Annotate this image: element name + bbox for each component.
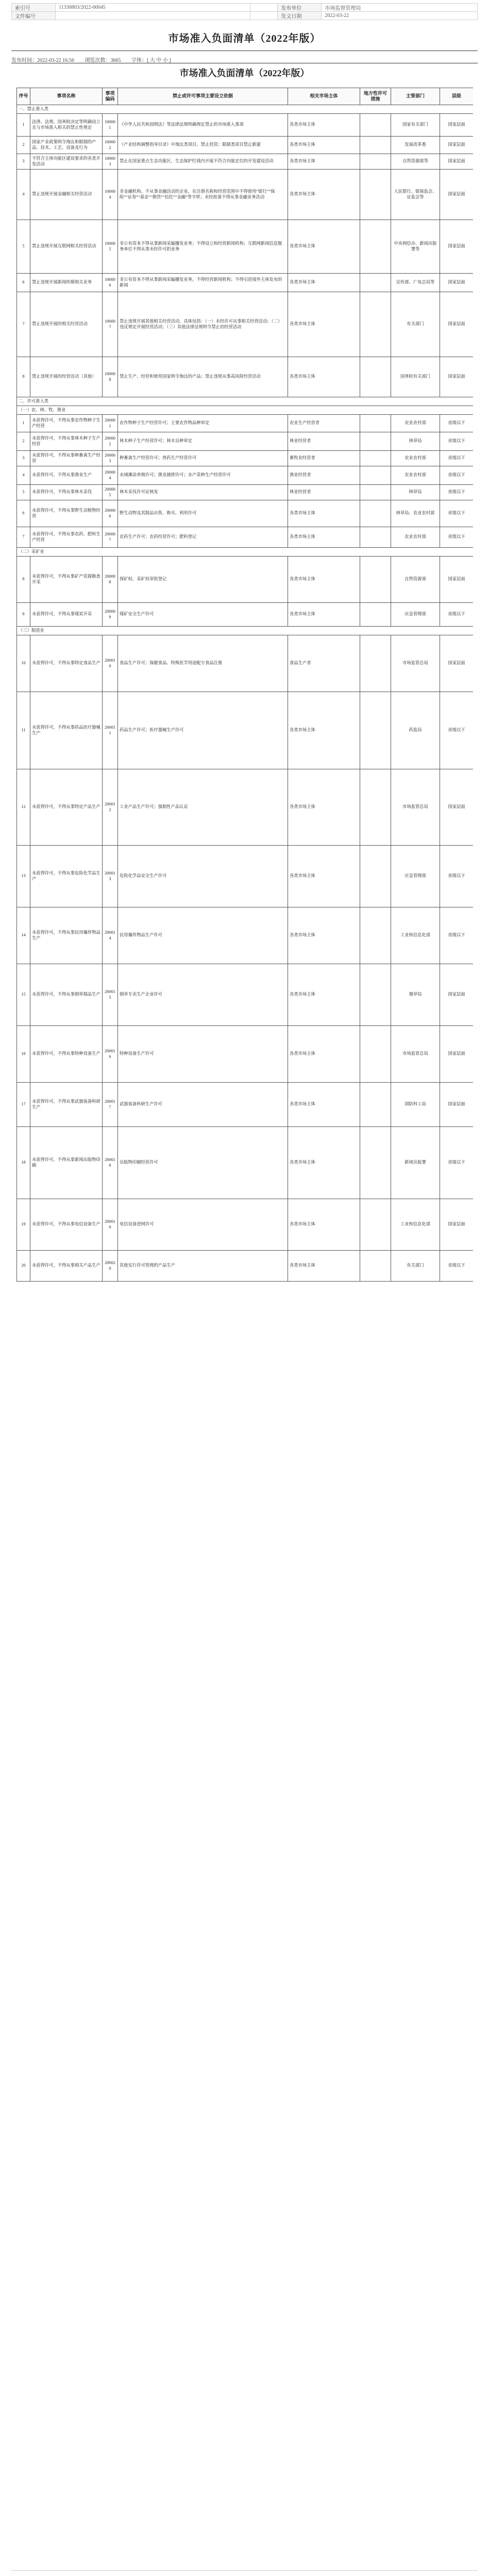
item-code: 200018 [103, 1127, 118, 1199]
measure-text: 水域滩涂养殖许可；渔业捕捞许可；水产苗种生产经营许可 [118, 466, 288, 485]
table-row [17, 485, 474, 500]
department: 国家有关部门 [391, 114, 440, 137]
table-row [17, 692, 474, 769]
table-row [17, 220, 474, 274]
item-code: 200016 [103, 1026, 118, 1083]
local-measure [360, 1026, 391, 1083]
local-measure [360, 500, 391, 527]
row-index: 6 [17, 500, 30, 527]
measure-text: 出版物印刷经营许可 [118, 1127, 288, 1199]
level: 国家层面 [440, 557, 474, 603]
publish-date: 发布时间：2022-03-22 16:56 [11, 58, 74, 63]
measure-text: 探矿权、采矿权审批登记 [118, 557, 288, 603]
department: 宣传部、广电总局等 [391, 274, 440, 292]
local-measure [360, 451, 391, 466]
measure-text: 烟草专卖生产企业许可 [118, 964, 288, 1026]
level: 省级以下 [440, 527, 474, 548]
row-index: 20 [17, 1251, 30, 1282]
section-title: （三）制造业 [17, 627, 474, 635]
row-index: 13 [17, 846, 30, 907]
item-code: 200001 [103, 415, 118, 432]
item-name: 未获得许可，不得从事新闻出版物印刷 [30, 1127, 103, 1199]
row-index: 12 [17, 769, 30, 846]
col-header-code: 事项编码 [103, 88, 118, 105]
item-name: 未获得许可，不得从事特定产品生产 [30, 769, 103, 846]
level: 国家层面 [440, 357, 474, 397]
table-row [17, 1251, 474, 1282]
row-index: 4 [17, 170, 30, 220]
item-code: 100004 [103, 170, 118, 220]
department: 应急管理部 [391, 603, 440, 627]
local-measure [360, 1127, 391, 1199]
item-name: 禁止违规开展互联网相关经营活动 [30, 220, 103, 274]
measure-text: 野生动物及其制品出售、购买、利用许可 [118, 500, 288, 527]
measure-text: 农药生产许可；农药经营许可；肥料登记 [118, 527, 288, 548]
row-index: 17 [17, 1083, 30, 1127]
basis-text: 农业生产经营者 [288, 415, 360, 432]
local-measure [360, 964, 391, 1026]
level: 国家层面 [440, 1083, 474, 1127]
item-code: 200006 [103, 500, 118, 527]
local-measure [360, 432, 391, 451]
item-code: 200005 [103, 485, 118, 500]
table-row [17, 274, 474, 292]
item-name: 未获得许可，不得从事民用爆炸物品生产 [30, 907, 103, 964]
table-row [17, 415, 474, 432]
level: 省级以下 [440, 415, 474, 432]
row-index: 5 [17, 485, 30, 500]
department: 农业农村部 [391, 527, 440, 548]
measure-text: 禁止生产、经营和使用国家明令淘汰的产品；禁止违规从事高风险经营活动 [118, 357, 288, 397]
item-name: 未获得许可，不得从事武器装备科研生产 [30, 1083, 103, 1127]
item-code: 100008 [103, 357, 118, 397]
table-row [17, 1127, 474, 1199]
meta-label: 发布单位 [278, 4, 322, 12]
row-index: 11 [17, 692, 30, 769]
department: 药监局 [391, 692, 440, 769]
table-row [17, 114, 474, 137]
measure-text: 非金融机构、不从事金融活动的企业，在注册名称和经营范围中不得使用“银行”“保险”“证券”“基金”“期货”“信托”“金融”等字样；未经批准不得从事金融业务活动 [118, 170, 288, 220]
table-row [17, 907, 474, 964]
level: 国家层面 [440, 1026, 474, 1083]
item-name: 禁止违规开展的经营活动（其他） [30, 357, 103, 397]
level: 省级以下 [440, 603, 474, 627]
section-header-row [17, 105, 474, 114]
row-index: 2 [17, 137, 30, 154]
level: 省级以下 [440, 692, 474, 769]
basis-text: 各类市场主体 [288, 846, 360, 907]
level: 省级以下 [440, 451, 474, 466]
department: 市场监管总局 [391, 1026, 440, 1083]
section-header-row [17, 397, 474, 406]
row-index: 1 [17, 114, 30, 137]
market-access-list-table [16, 88, 473, 1282]
item-name: 未获得许可，不得从事野生动植物经营 [30, 500, 103, 527]
basis-text: 林业经营者 [288, 432, 360, 451]
table-row [17, 846, 474, 907]
local-measure [360, 1083, 391, 1127]
level: 省级以下 [440, 1251, 474, 1282]
measure-text: 非公有资本不得从事新闻采编播发业务；不得设立和经营新闻机构；互联网新闻信息服务单位不得从事未经许可的业务 [118, 220, 288, 274]
publish-info-row [11, 56, 478, 63]
basis-text: 各类市场主体 [288, 769, 360, 846]
basis-text: 各类市场主体 [288, 1083, 360, 1127]
basis-text: 食品生产者 [288, 635, 360, 692]
level: 省级以下 [440, 1127, 474, 1199]
measure-text: 工业产品生产许可；强制性产品认证 [118, 769, 288, 846]
row-index: 7 [17, 292, 30, 357]
measure-text: 种畜禽生产经营许可；兽药生产经营许可 [118, 451, 288, 466]
department: 市场监管总局 [391, 635, 440, 692]
item-code: 200008 [103, 557, 118, 603]
col-header-department: 主管部门 [391, 88, 440, 105]
item-code: 200019 [103, 1199, 118, 1251]
section-header-row [17, 627, 474, 635]
basis-text: 林业经营者 [288, 485, 360, 500]
local-measure [360, 527, 391, 548]
level: 国家层面 [440, 274, 474, 292]
item-name: 未获得许可，不得从事电信设备生产 [30, 1199, 103, 1251]
basis-text: 各类市场主体 [288, 1199, 360, 1251]
level: 国家层面 [440, 170, 474, 220]
item-code: 200017 [103, 1083, 118, 1127]
meta-value [56, 12, 250, 20]
page-title: 市场准入负面清单（2022年版） [168, 33, 321, 44]
department: 农业农村部 [391, 415, 440, 432]
row-index: 10 [17, 635, 30, 692]
item-name: 未获得许可，不得从事种畜禽生产经营 [30, 451, 103, 466]
measure-text: 电信设备进网许可 [118, 1199, 288, 1251]
item-name: 法律、法规、国务院决定等明确设立且与市场准入相关的禁止性规定 [30, 114, 103, 137]
department: 烟草局 [391, 964, 440, 1026]
item-name: 禁止违规开展新闻传媒相关业务 [30, 274, 103, 292]
level: 国家层面 [440, 154, 474, 170]
department: 有关部门 [391, 292, 440, 357]
level: 国家层面 [440, 769, 474, 846]
local-measure [360, 557, 391, 603]
local-measure [360, 466, 391, 485]
level: 国家层面 [440, 137, 474, 154]
table-row [17, 769, 474, 846]
table-header-row [17, 88, 474, 105]
measure-text: 食品生产许可；保健食品、特殊医学用途配方食品注册 [118, 635, 288, 692]
basis-text: 各类市场主体 [288, 1251, 360, 1282]
department: 发展改革委 [391, 137, 440, 154]
item-code: 200020 [103, 1251, 118, 1282]
basis-text: 各类市场主体 [288, 500, 360, 527]
row-index: 6 [17, 274, 30, 292]
meta-label: 文件编号 [12, 12, 56, 20]
department: 有关部门 [391, 1251, 440, 1282]
table-row [17, 466, 474, 485]
department: 国防科工局 [391, 1083, 440, 1127]
table-row [17, 170, 474, 220]
measure-text: 其他实行许可管理的产品生产 [118, 1251, 288, 1282]
col-header-level: 层级 [440, 88, 474, 105]
item-code: 100001 [103, 114, 118, 137]
section-title: （一）农、林、牧、渔业 [17, 406, 474, 415]
item-code: 200012 [103, 769, 118, 846]
basis-text: 各类市场主体 [288, 170, 360, 220]
level: 省级以下 [440, 907, 474, 964]
local-measure [360, 846, 391, 907]
item-code: 100006 [103, 274, 118, 292]
col-header-scope: 地方性许可措施 [360, 88, 391, 105]
meta-value: 2022-03-22 [322, 12, 478, 20]
meta-value: 11330803/2022-00045 [56, 4, 250, 12]
item-code: 200013 [103, 846, 118, 907]
department: 应急管理部 [391, 846, 440, 907]
item-name: 未获得许可，不得从事林木采伐 [30, 485, 103, 500]
local-measure [360, 485, 391, 500]
local-measure [360, 769, 391, 846]
page-footer-rule [11, 2570, 478, 2571]
department: 林草局 [391, 432, 440, 451]
col-header-index: 序号 [17, 88, 30, 105]
measure-text: 农作物种子生产经营许可；主要农作物品种审定 [118, 415, 288, 432]
local-measure [360, 114, 391, 137]
basis-text: 各类市场主体 [288, 907, 360, 964]
measure-text: 禁止违规开展其他相关经营活动，具体包括：（一）未经许可从事相关经营活动；（二）违反规定开展经营活动；（三）其他法律法规明令禁止的经营活动 [118, 292, 288, 357]
row-index: 4 [17, 466, 30, 485]
item-code: 200009 [103, 603, 118, 627]
row-index: 7 [17, 527, 30, 548]
item-code: 100007 [103, 292, 118, 357]
local-measure [360, 1199, 391, 1251]
item-name: 未获得许可，不得从事危险化学品生产 [30, 846, 103, 907]
measure-text: 《中华人民共和国刑法》等法律法规明确规定禁止的市场准入事项 [118, 114, 288, 137]
basis-text: 各类市场主体 [288, 1026, 360, 1083]
local-measure [360, 292, 391, 357]
department: 中央网信办、新闻出版署等 [391, 220, 440, 274]
document-heading: 市场准入负面清单（2022年版） [179, 68, 310, 78]
item-code: 200014 [103, 907, 118, 964]
table-row [17, 527, 474, 548]
basis-text: 渔业经营者 [288, 466, 360, 485]
row-index: 14 [17, 907, 30, 964]
local-measure [360, 907, 391, 964]
basis-text: 各类市场主体 [288, 292, 360, 357]
department: 林草局 [391, 485, 440, 500]
item-name: 未获得许可，不得从事农作物种子生产经营 [30, 415, 103, 432]
row-index: 16 [17, 1026, 30, 1083]
department: 工业和信息化部 [391, 1199, 440, 1251]
basis-text: 各类市场主体 [288, 274, 360, 292]
local-measure [360, 154, 391, 170]
basis-text: 各类市场主体 [288, 137, 360, 154]
local-measure [360, 137, 391, 154]
measure-text: 危险化学品安全生产许可 [118, 846, 288, 907]
department: 农业农村部 [391, 466, 440, 485]
basis-text: 各类市场主体 [288, 692, 360, 769]
title-divider [11, 50, 478, 51]
department: 市场监管总局 [391, 769, 440, 846]
row-index: 8 [17, 357, 30, 397]
col-header-basis: 相关市场主体 [288, 88, 360, 105]
level: 省级以下 [440, 485, 474, 500]
section-header-row [17, 548, 474, 557]
item-name: 未获得许可，不得从事矿产资源勘查开采 [30, 557, 103, 603]
item-code: 200007 [103, 527, 118, 548]
measure-text: 武器装备科研生产许可 [118, 1083, 288, 1127]
local-measure [360, 1251, 391, 1282]
level: 省级以下 [440, 466, 474, 485]
level: 国家层面 [440, 220, 474, 274]
item-name: 未获得许可，不得从事农药、肥料生产经营 [30, 527, 103, 548]
local-measure [360, 170, 391, 220]
font-size-control[interactable]: 字体：[ 大 中 小 ] [131, 58, 171, 63]
local-measure [360, 220, 391, 274]
col-header-item: 事项名称 [30, 88, 103, 105]
row-index: 8 [17, 557, 30, 603]
row-index: 5 [17, 220, 30, 274]
department: 林草局、农业农村部 [391, 500, 440, 527]
department: 农业农村部 [391, 451, 440, 466]
item-code: 100002 [103, 137, 118, 154]
table-row [17, 432, 474, 451]
basis-text: 畜牧业经营者 [288, 451, 360, 466]
measure-text: 煤矿安全生产许可 [118, 603, 288, 627]
meta-value: 市场监督管理局 [322, 4, 478, 12]
document-metadata-table [11, 3, 478, 20]
item-code: 100005 [103, 220, 118, 274]
measure-text: 《产业结构调整指导目录》中淘汰类项目，禁止投资；限制类项目禁止新建 [118, 137, 288, 154]
row-index: 3 [17, 154, 30, 170]
table-row [17, 603, 474, 627]
department: 自然资源部 [391, 557, 440, 603]
measure-text: 林木种子生产经营许可；林木良种审定 [118, 432, 288, 451]
level: 国家层面 [440, 635, 474, 692]
section-title: （二）采矿业 [17, 548, 474, 557]
table-row [17, 451, 474, 466]
table-row [17, 500, 474, 527]
department: 自然资源部等 [391, 154, 440, 170]
table-row [17, 1026, 474, 1083]
basis-text: 各类市场主体 [288, 114, 360, 137]
table-row [17, 557, 474, 603]
item-code: 200015 [103, 964, 118, 1026]
col-header-measure: 禁止或许可事项主要设立依据 [118, 88, 288, 105]
local-measure [360, 274, 391, 292]
basis-text: 各类市场主体 [288, 357, 360, 397]
item-code: 200003 [103, 451, 118, 466]
department: 新闻出版署 [391, 1127, 440, 1199]
section-header-row [17, 406, 474, 415]
measure-text: 特种设备生产许可 [118, 1026, 288, 1083]
table-row [17, 357, 474, 397]
item-code: 200010 [103, 635, 118, 692]
item-code: 200002 [103, 432, 118, 451]
table-row [17, 137, 474, 154]
table-row [17, 154, 474, 170]
row-index: 19 [17, 1199, 30, 1251]
item-name: 禁止违规开展金融相关经营活动 [30, 170, 103, 220]
department: 工业和信息化部 [391, 907, 440, 964]
list-table-container [16, 88, 473, 2569]
table-row [17, 292, 474, 357]
item-name: 禁止违规开展的相关经营活动 [30, 292, 103, 357]
section-title: 二、许可准入类 [17, 397, 474, 406]
row-index: 18 [17, 1127, 30, 1199]
table-row [17, 635, 474, 692]
row-index: 3 [17, 451, 30, 466]
item-code: 200004 [103, 466, 118, 485]
level: 国家层面 [440, 964, 474, 1026]
local-measure [360, 635, 391, 692]
basis-text: 各类市场主体 [288, 603, 360, 627]
item-name: 未获得许可，不得从事特种设备生产 [30, 1026, 103, 1083]
row-index: 15 [17, 964, 30, 1026]
row-index: 2 [17, 432, 30, 451]
item-name: 国家产业政策明令淘汰和限制的产品、技术、工艺、设备及行为 [30, 137, 103, 154]
basis-text: 各类市场主体 [288, 527, 360, 548]
basis-text: 各类市场主体 [288, 557, 360, 603]
item-name: 未获得许可，不得从事林木种子生产经营 [30, 432, 103, 451]
item-name: 未获得许可，不得从事烟草制品生产 [30, 964, 103, 1026]
level: 省级以下 [440, 500, 474, 527]
level: 省级以下 [440, 846, 474, 907]
level: 国家层面 [440, 292, 474, 357]
department: 国务院有关部门 [391, 357, 440, 397]
meta-label: 索引号 [12, 4, 56, 12]
item-name: 未获得许可，不得从事相关产品生产 [30, 1251, 103, 1282]
local-measure [360, 603, 391, 627]
basis-text: 各类市场主体 [288, 964, 360, 1026]
row-index: 9 [17, 603, 30, 627]
meta-label: 发文日期 [278, 12, 322, 20]
item-name: 未获得许可，不得从事煤炭开采 [30, 603, 103, 627]
view-count: 浏览次数：3665 [85, 58, 121, 63]
basis-text: 各类市场主体 [288, 1127, 360, 1199]
item-code: 100003 [103, 154, 118, 170]
level: 省级以下 [440, 432, 474, 451]
measure-text: 药品生产许可；医疗器械生产许可 [118, 692, 288, 769]
measure-text: 民用爆炸物品生产许可 [118, 907, 288, 964]
local-measure [360, 692, 391, 769]
item-code: 200011 [103, 692, 118, 769]
local-measure [360, 357, 391, 397]
section-title: 一、禁止准入类 [17, 105, 474, 114]
table-row [17, 964, 474, 1026]
item-name: 不符合主体功能区建设要求的各类开发活动 [30, 154, 103, 170]
item-name: 未获得许可，不得从事特定食品生产 [30, 635, 103, 692]
item-name: 未获得许可，不得从事渔业生产 [30, 466, 103, 485]
table-row [17, 1199, 474, 1251]
table-row [17, 1083, 474, 1127]
row-index: 1 [17, 415, 30, 432]
department: 人民银行、银保监会、证监会等 [391, 170, 440, 220]
level: 国家层面 [440, 1199, 474, 1251]
basis-text: 各类市场主体 [288, 154, 360, 170]
item-name: 未获得许可，不得从事药品医疗器械生产 [30, 692, 103, 769]
basis-text: 各类市场主体 [288, 220, 360, 274]
measure-text: 林木采伐许可证核发 [118, 485, 288, 500]
level: 国家层面 [440, 114, 474, 137]
local-measure [360, 415, 391, 432]
measure-text: 禁止在国家重点生态功能区、生态保护红线内开展不符合功能定位的开发建设活动 [118, 154, 288, 170]
measure-text: 非公有资本不得从事新闻采编播发业务，不得经营新闻机构；不得引进境外主体发布的新闻 [118, 274, 288, 292]
